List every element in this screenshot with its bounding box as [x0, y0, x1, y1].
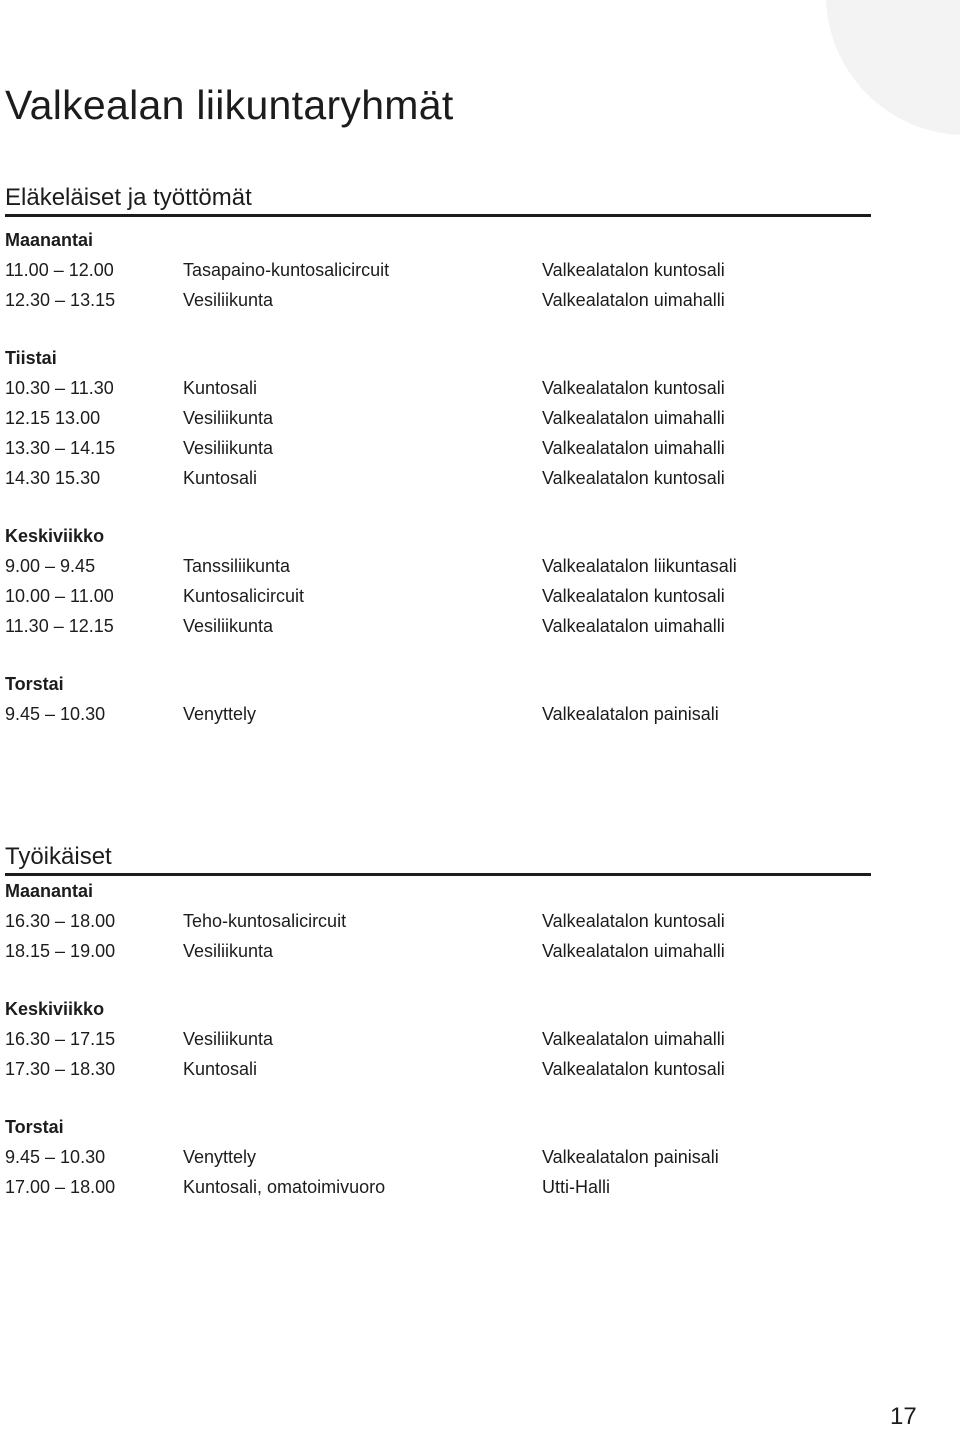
activity-cell: Vesiliikunta: [183, 616, 274, 636]
day-group: [5, 994, 871, 1084]
schedule-row: [5, 285, 871, 315]
schedule-row: [5, 1142, 871, 1172]
section-heading: Työikäiset: [5, 841, 871, 876]
day-group: [5, 1112, 871, 1202]
activity-cell: Vesiliikunta: [183, 290, 274, 310]
time-cell: 17.30 – 18.30: [5, 1059, 116, 1079]
page-title: Valkealan liikuntaryhmät: [5, 82, 454, 128]
place-cell: Valkealatalon kuntosali: [542, 260, 725, 280]
place-cell: Valkealatalon painisali: [542, 704, 719, 724]
place-cell: Valkealatalon uimahalli: [542, 616, 725, 636]
place-cell: Utti-Halli: [542, 1177, 611, 1197]
day-group: [5, 669, 871, 729]
day-name: Torstai: [5, 1117, 64, 1137]
schedule-row: [5, 611, 871, 641]
day-name: Maanantai: [5, 230, 94, 250]
day-group: [5, 876, 871, 966]
activity-cell: Tasapaino-kuntosalicircuit: [183, 260, 390, 280]
place-cell: Valkealatalon uimahalli: [542, 941, 725, 961]
time-cell: 9.45 – 10.30: [5, 1147, 106, 1167]
time-cell: 16.30 – 17.15: [5, 1029, 116, 1049]
time-cell: 13.30 – 14.15: [5, 438, 116, 458]
place-cell: Valkealatalon kuntosali: [542, 468, 725, 488]
activity-cell: Kuntosali: [183, 378, 258, 398]
time-cell: 12.30 – 13.15: [5, 290, 116, 310]
time-cell: 9.00 – 9.45: [5, 556, 96, 576]
activity-cell: Venyttely: [183, 1147, 257, 1167]
time-cell: 12.15 13.00: [5, 408, 101, 428]
place-cell: Valkealatalon liikuntasali: [542, 556, 737, 576]
activity-cell: Kuntosalicircuit: [183, 586, 305, 606]
place-cell: Valkealatalon kuntosali: [542, 378, 725, 398]
activity-cell: Vesiliikunta: [183, 438, 274, 458]
time-cell: 16.30 – 18.00: [5, 911, 116, 931]
time-cell: 11.00 – 12.00: [5, 260, 114, 280]
day-name: Maanantai: [5, 881, 94, 901]
time-cell: 10.30 – 11.30: [5, 378, 114, 398]
schedule-row: [5, 581, 871, 611]
schedule-row: [5, 699, 871, 729]
schedule-row: [5, 906, 871, 936]
page-number: 17: [890, 1403, 917, 1430]
activity-cell: Kuntosali: [183, 468, 258, 488]
activity-cell: Vesiliikunta: [183, 1029, 274, 1049]
place-cell: Valkealatalon uimahalli: [542, 438, 725, 458]
activity-cell: Vesiliikunta: [183, 408, 274, 428]
time-cell: 11.30 – 12.15: [5, 616, 114, 636]
time-cell: 18.15 – 19.00: [5, 941, 116, 961]
place-cell: Valkealatalon kuntosali: [542, 911, 725, 931]
place-cell: Valkealatalon uimahalli: [542, 290, 725, 310]
schedule-row: [5, 1172, 871, 1202]
section: [5, 182, 871, 729]
activity-cell: Tanssiliikunta: [183, 556, 291, 576]
schedule-row: [5, 1024, 871, 1054]
time-cell: 9.45 – 10.30: [5, 704, 106, 724]
corner-decoration: [826, 0, 960, 135]
time-cell: 10.00 – 11.00: [5, 586, 114, 606]
activity-cell: Kuntosali, omatoimivuoro: [183, 1177, 386, 1197]
day-name: Keskiviikko: [5, 526, 105, 546]
section-heading: Eläkeläiset ja työttömät: [5, 182, 871, 217]
place-cell: Valkealatalon kuntosali: [542, 1059, 725, 1079]
section: [5, 841, 871, 1202]
activity-cell: Venyttely: [183, 704, 257, 724]
schedule-row: [5, 403, 871, 433]
day-name: Tiistai: [5, 348, 57, 368]
place-cell: Valkealatalon kuntosali: [542, 586, 725, 606]
schedule-row: [5, 373, 871, 403]
schedule-row: [5, 255, 871, 285]
place-cell: Valkealatalon uimahalli: [542, 1029, 725, 1049]
schedule-row: [5, 551, 871, 581]
activity-cell: Vesiliikunta: [183, 941, 274, 961]
day-group: [5, 521, 871, 641]
day-group: [5, 343, 871, 493]
place-cell: Valkealatalon painisali: [542, 1147, 719, 1167]
schedule-row: [5, 936, 871, 966]
place-cell: Valkealatalon uimahalli: [542, 408, 725, 428]
day-name: Torstai: [5, 674, 64, 694]
activity-cell: Teho-kuntosalicircuit: [183, 911, 347, 931]
schedule-row: [5, 433, 871, 463]
day-name: Keskiviikko: [5, 999, 105, 1019]
day-group: [5, 225, 871, 315]
schedule-row: [5, 1054, 871, 1084]
time-cell: 17.00 – 18.00: [5, 1177, 116, 1197]
schedule-row: [5, 463, 871, 493]
time-cell: 14.30 15.30: [5, 468, 101, 488]
activity-cell: Kuntosali: [183, 1059, 258, 1079]
